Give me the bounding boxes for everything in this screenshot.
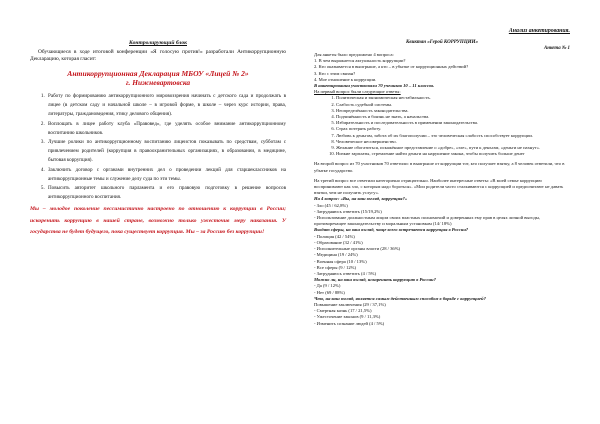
q1-answer: 2. Слабость судебной системы. [336, 102, 570, 108]
results-section [314, 161, 570, 326]
declaration-item: 2. Воплощать в лицее работу клуба «Правовед», где уделять особое внимание антикоррупционному воспитанию школьников. [46, 120, 286, 138]
q3-answer: На третий вопрос все ответили категорично отрицательно. Наиболее интересные ответы: «В моей семье коррупцию воспринимают как зло, с которым надо бороться». «Мои родители часто сталкиваются с коррупцией и предпочитают не давать взятки, чем не получить услугу». [314, 177, 564, 196]
q1-answer: 4. Подчинённость и боязнь не знать, а начальства. [336, 114, 570, 120]
declaration-item: 4. Заключить договор с органами внутренних дел о проведении лекций для старшеклассников на антикоррупционные темы и служение делу суда по эти темы. [46, 166, 286, 184]
declaration-city: г. Нижневартовска [125, 78, 191, 87]
q6-item: - Нет (69 / 88%) [314, 289, 345, 295]
q1-answer: 6. Страх потерять работу. [336, 126, 570, 132]
survey-question: 1. В чем выражается актуальность коррупции? [314, 58, 406, 64]
q7-item: - Ужесточение законов (9 / 11,3%) [314, 314, 381, 320]
declaration-title: Антикоррупционная Декларация МБОУ «Лицей № 2» [67, 69, 249, 78]
q5-item: - Полиция (42 / 54%) [314, 233, 355, 239]
q5-item: - Образование (32 / 41%) [314, 239, 363, 245]
survey-question: 4. Мое отношение к коррупции. [314, 76, 377, 82]
q6-item: - Да (9 / 12%) [314, 283, 341, 289]
q1-answers [314, 95, 570, 157]
q5-item: - Исполнительные органы власти (28 / 36%) [314, 246, 401, 252]
q5-item: - Медицина (19 / 24%) [314, 252, 358, 258]
q5-item: - Затрудняюсь ответить (4 / 5%) [314, 270, 377, 276]
analysis-title: Анализ анкетирования. [508, 28, 570, 34]
q1-intro: На первый вопрос были следующие ответы: [314, 89, 401, 95]
q1-answer: 3. Неопределённость законодательства. [336, 108, 570, 114]
survey-intro: Для анкеты было предложено 4 вопроса: [314, 52, 394, 57]
q1-answer: 8. Человеческое несовершенство. [336, 139, 570, 145]
q5-item: - Все сферы (9 / 12%) [314, 264, 357, 270]
quiz-title: Квиктан «Герой КОРРУПЦИИ» [406, 40, 478, 45]
declaration-list [30, 92, 286, 202]
q6-title: Можно ли, на ваш взгляд, искоренить коррупцию в России? [314, 277, 436, 283]
survey-question: 3. Кто с этим связан? [314, 70, 356, 76]
q4-item: - Зло (45 / 62,8%) [314, 202, 348, 208]
q2-answer: На второй вопрос из 70 участников 70 ответили: в выигрыше от коррупции тот, кто получает взятку, а 8 человек ответили, что в убытке государство. [314, 161, 565, 173]
q5-item: - Военная сфера (10 / 13%) [314, 258, 367, 264]
q1-answer: 7. Любовь к деньгам, забота об их благополучии – это человеческая слабость способствует коррупции. [336, 133, 570, 139]
q7-item: - Изменить сознание людей (4 / 5%) [314, 320, 385, 326]
q7-item: - Смертная казнь (17 / 21,5%) [314, 308, 372, 314]
declaration-item: 5. Повысить авторитет школьного парламента и его правовую подготовку в решение вопросов антикоррупционного воспитания. [46, 184, 286, 202]
survey-question: 2. Кто оказывается в выигрыше, а кто – в убытке от коррупционных действий? [314, 64, 469, 70]
intro-text: Обучающиеся в ходе итоговой конференции «Я голосую против!» разработали Антикоррупционную Декларацию, которая гласит: [30, 49, 286, 62]
q1-answer: 5. Избирательность и последовательность в применении законодательства. [336, 120, 570, 126]
q1-answer: 9. Желание обогатиться, искажённое представление о «добре», «зле», пути к деньгам, «деньги не пахнут». [336, 145, 570, 151]
q4-item: - Затрудняюсь ответить (15/19,2%) [314, 208, 382, 214]
declaration-item: 1. Работу по формированию антикоррупционного мировоззрения начинать с детского сада и продолжать в лицее (в детском саду и начальной школе – в игровой форме, в школе – через курс истории, права, литературы, граждановедения, этику делового общения). [46, 92, 286, 120]
q7-title: Что, на ваш взгляд, является самым действенным способом в борьбе с коррупцией? [314, 295, 486, 301]
right-page [300, 0, 600, 424]
q1-answer: 10. Низкие зарплаты, стремление найти деньги на нарушение закона, чтобы получить больше денег [336, 151, 570, 157]
q4-item: - Использование должностным лицом своих властных полномочий и доверенных ему прав в целях личной выгоды, противоречащее законодательству и моральным установкам (14/ 18%) [314, 215, 541, 227]
q1-answer: 1. Политическая и экономическая нестабильность. [336, 95, 570, 101]
q4-title: На 4 вопрос: «Вы, на ваш взгляд, коррупция?» [314, 196, 408, 202]
closing-statement: Мы – молодое поколение пессимистично настроено по отношению к коррупции в России; искоренить коррупцию в нашей стране, возможно только ужесточив меру наказания. У государства не будет будущего, пока существует коррупция. Мы – за Россию без коррупции! [30, 206, 286, 236]
block-title: Контролирующий блок [129, 40, 187, 46]
anketa-number: Анкета № 1 [543, 46, 570, 51]
q5-title: Входят сферы, на ваш взгляд, чаще всего встречается коррупция в России? [314, 227, 469, 233]
survey-section [314, 52, 570, 95]
respondents-line: В анкетировании участвовали 70 учеников 10 – 11 классов. [314, 83, 435, 89]
declaration-item: 3. Лучшие ролики по антикоррупционному воспитанию лицеистов показывать по средствам, субботам с привлечением родителей (коррупция в правоохранительных организациях, в образовании, в медицине, бытовая коррупция). [46, 138, 286, 166]
q7-item: Повышение заключения (29 / 37,1%) [314, 301, 386, 307]
